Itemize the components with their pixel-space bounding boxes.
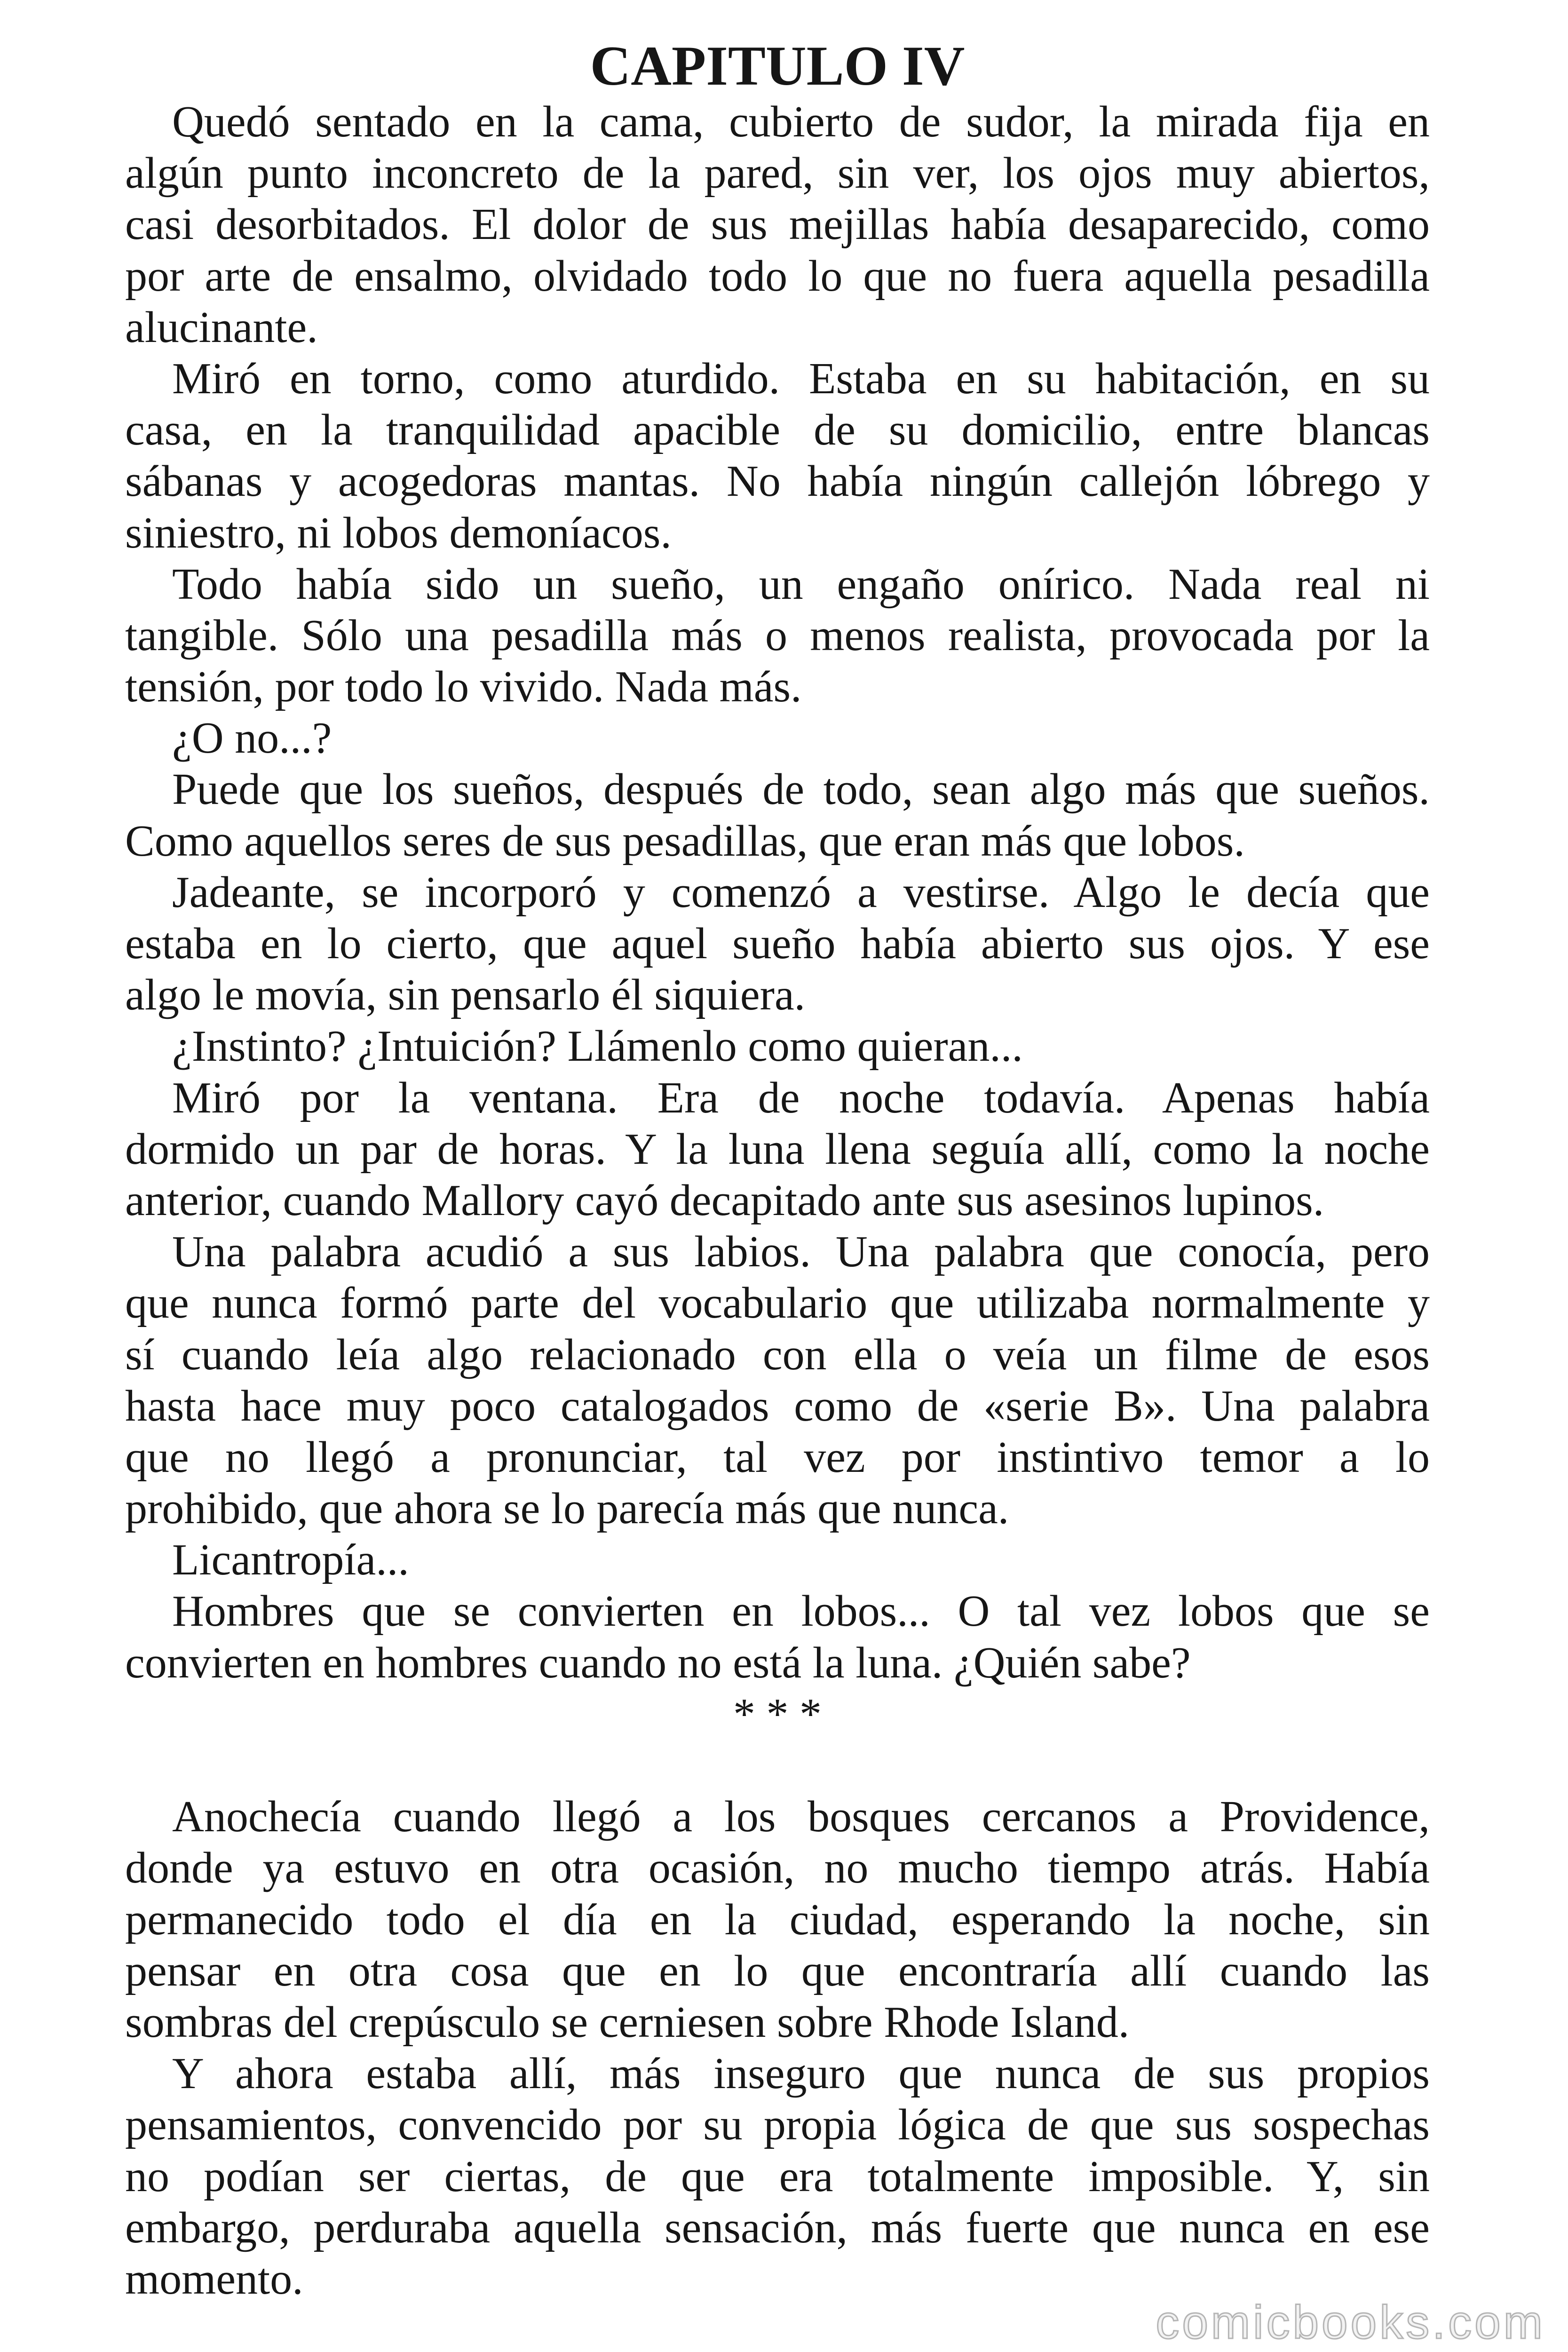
text-line: Todo había sido un sueño, un engaño onírico. Nada real ni [172, 559, 1430, 609]
text-line: tensión, por todo lo vivido. Nada más. [125, 662, 802, 712]
paragraph [125, 2048, 1430, 2305]
paragraph [125, 713, 1430, 764]
paragraph [125, 1226, 1430, 1534]
text-line: ¿O no...? [172, 714, 332, 763]
section-break-spacer [125, 1740, 1430, 1791]
text-line: dormido un par de horas. Y la luna llena seguía allí, como la noche [125, 1124, 1430, 1174]
text-line: Una palabra acudió a sus labios. Una palabra que conocía, pero [172, 1227, 1430, 1277]
text-line: no podían ser ciertas, de que era totalmente imposible. Y, sin [125, 2152, 1430, 2201]
text-line: Licantropía... [172, 1535, 409, 1585]
paragraph [125, 1073, 1430, 1227]
paragraph [125, 353, 1430, 559]
paragraph [125, 1586, 1430, 1688]
watermark-text: comicbooks.com [1156, 2296, 1545, 2349]
text-line: sábanas y acogedoras mantas. No había ningún callejón lóbrego y [125, 457, 1430, 506]
text-line: momento. [125, 2254, 303, 2304]
text-line: Jadeante, se incorporó y comenzó a vestirse. Algo le decía que [172, 867, 1430, 917]
text-line: pensar en otra cosa que en lo que encontraría allí cuando las [125, 1946, 1430, 1995]
section-separator: * * * [733, 1689, 822, 1739]
text-line: casi desorbitados. El dolor de sus mejillas había desaparecido, como [125, 200, 1430, 249]
text-line: permanecido todo el día en la ciudad, esperando la noche, sin [125, 1895, 1430, 1944]
text-line: Como aquellos seres de sus pesadillas, que eran más que lobos. [125, 816, 1245, 866]
text-line: pensamientos, convencido por su propia lógica de que sus sospechas [125, 2100, 1430, 2150]
text-line: que no llegó a pronunciar, tal vez por instintivo temor a lo [125, 1432, 1430, 1482]
text-line: algo le movía, sin pensarlo él siquiera. [125, 970, 806, 1020]
text-line: Y ahora estaba allí, más inseguro que nunca de sus propios [172, 2049, 1430, 2098]
paragraph [125, 764, 1430, 866]
text-line: sí cuando leía algo relacionado con ella o veía un filme de esos [125, 1330, 1430, 1379]
text-line: Quedó sentado en la cama, cubierto de sudor, la mirada fija en [172, 97, 1430, 146]
chapter-title: CAPITULO IV [590, 34, 965, 97]
paragraph [125, 96, 1430, 353]
section-1 [125, 96, 1430, 1689]
text-line: Hombres que se convierten en lobos... O tal vez lobos que se [172, 1587, 1430, 1636]
text-line: Anochecía cuando llegó a los bosques cercanos a Providence, [172, 1792, 1430, 1842]
text-line: por arte de ensalmo, olvidado todo lo que no fuera aquella pesadilla [125, 251, 1430, 301]
text-line: siniestro, ni lobos demoníacos. [125, 508, 672, 557]
text-line: embargo, perduraba aquella sensación, más fuerte que nunca en ese [125, 2203, 1430, 2252]
paragraph [125, 559, 1430, 713]
text-line: estaba en lo cierto, que aquel sueño había abierto sus ojos. Y ese [125, 919, 1430, 968]
text-line: sombras del crepúsculo se cerniesen sobre Rhode Island. [125, 1997, 1130, 2047]
text-line: tangible. Sólo una pesadilla más o menos realista, provocada por la [125, 611, 1430, 660]
text-line: ¿Instinto? ¿Intuición? Llámenlo como quieran... [172, 1022, 1023, 1071]
text-line: anterior, cuando Mallory cayó decapitado ante sus asesinos lupinos. [125, 1176, 1324, 1225]
text-line: convierten en hombres cuando no está la luna. ¿Quién sabe? [125, 1638, 1191, 1687]
text-line: Puede que los sueños, después de todo, sean algo más que sueños. [172, 765, 1430, 814]
paragraph [125, 1791, 1430, 2048]
text-line: Miró por la ventana. Era de noche todavía. Apenas había [172, 1073, 1430, 1122]
paragraph [125, 1021, 1430, 1072]
text-line: hasta hace muy poco catalogados como de «serie B». Una palabra [125, 1381, 1430, 1430]
page-body [125, 96, 1430, 2305]
paragraph [125, 867, 1430, 1021]
text-line: prohibido, que ahora se lo parecía más que nunca. [125, 1484, 1009, 1534]
text-line: algún punto inconcreto de la pared, sin ver, los ojos muy abiertos, [125, 149, 1430, 198]
text-line: donde ya estuvo en otra ocasión, no mucho tiempo atrás. Había [125, 1843, 1430, 1893]
text-line: Miró en torno, como aturdido. Estaba en su habitación, en su [172, 354, 1430, 403]
section-2 [125, 1791, 1430, 2305]
paragraph [125, 1534, 1430, 1586]
text-line: alucinante. [125, 302, 318, 352]
text-line: que nunca formó parte del vocabulario que utilizaba normalmente y [125, 1279, 1430, 1328]
text-line: casa, en la tranquilidad apacible de su domicilio, entre blancas [125, 405, 1430, 455]
